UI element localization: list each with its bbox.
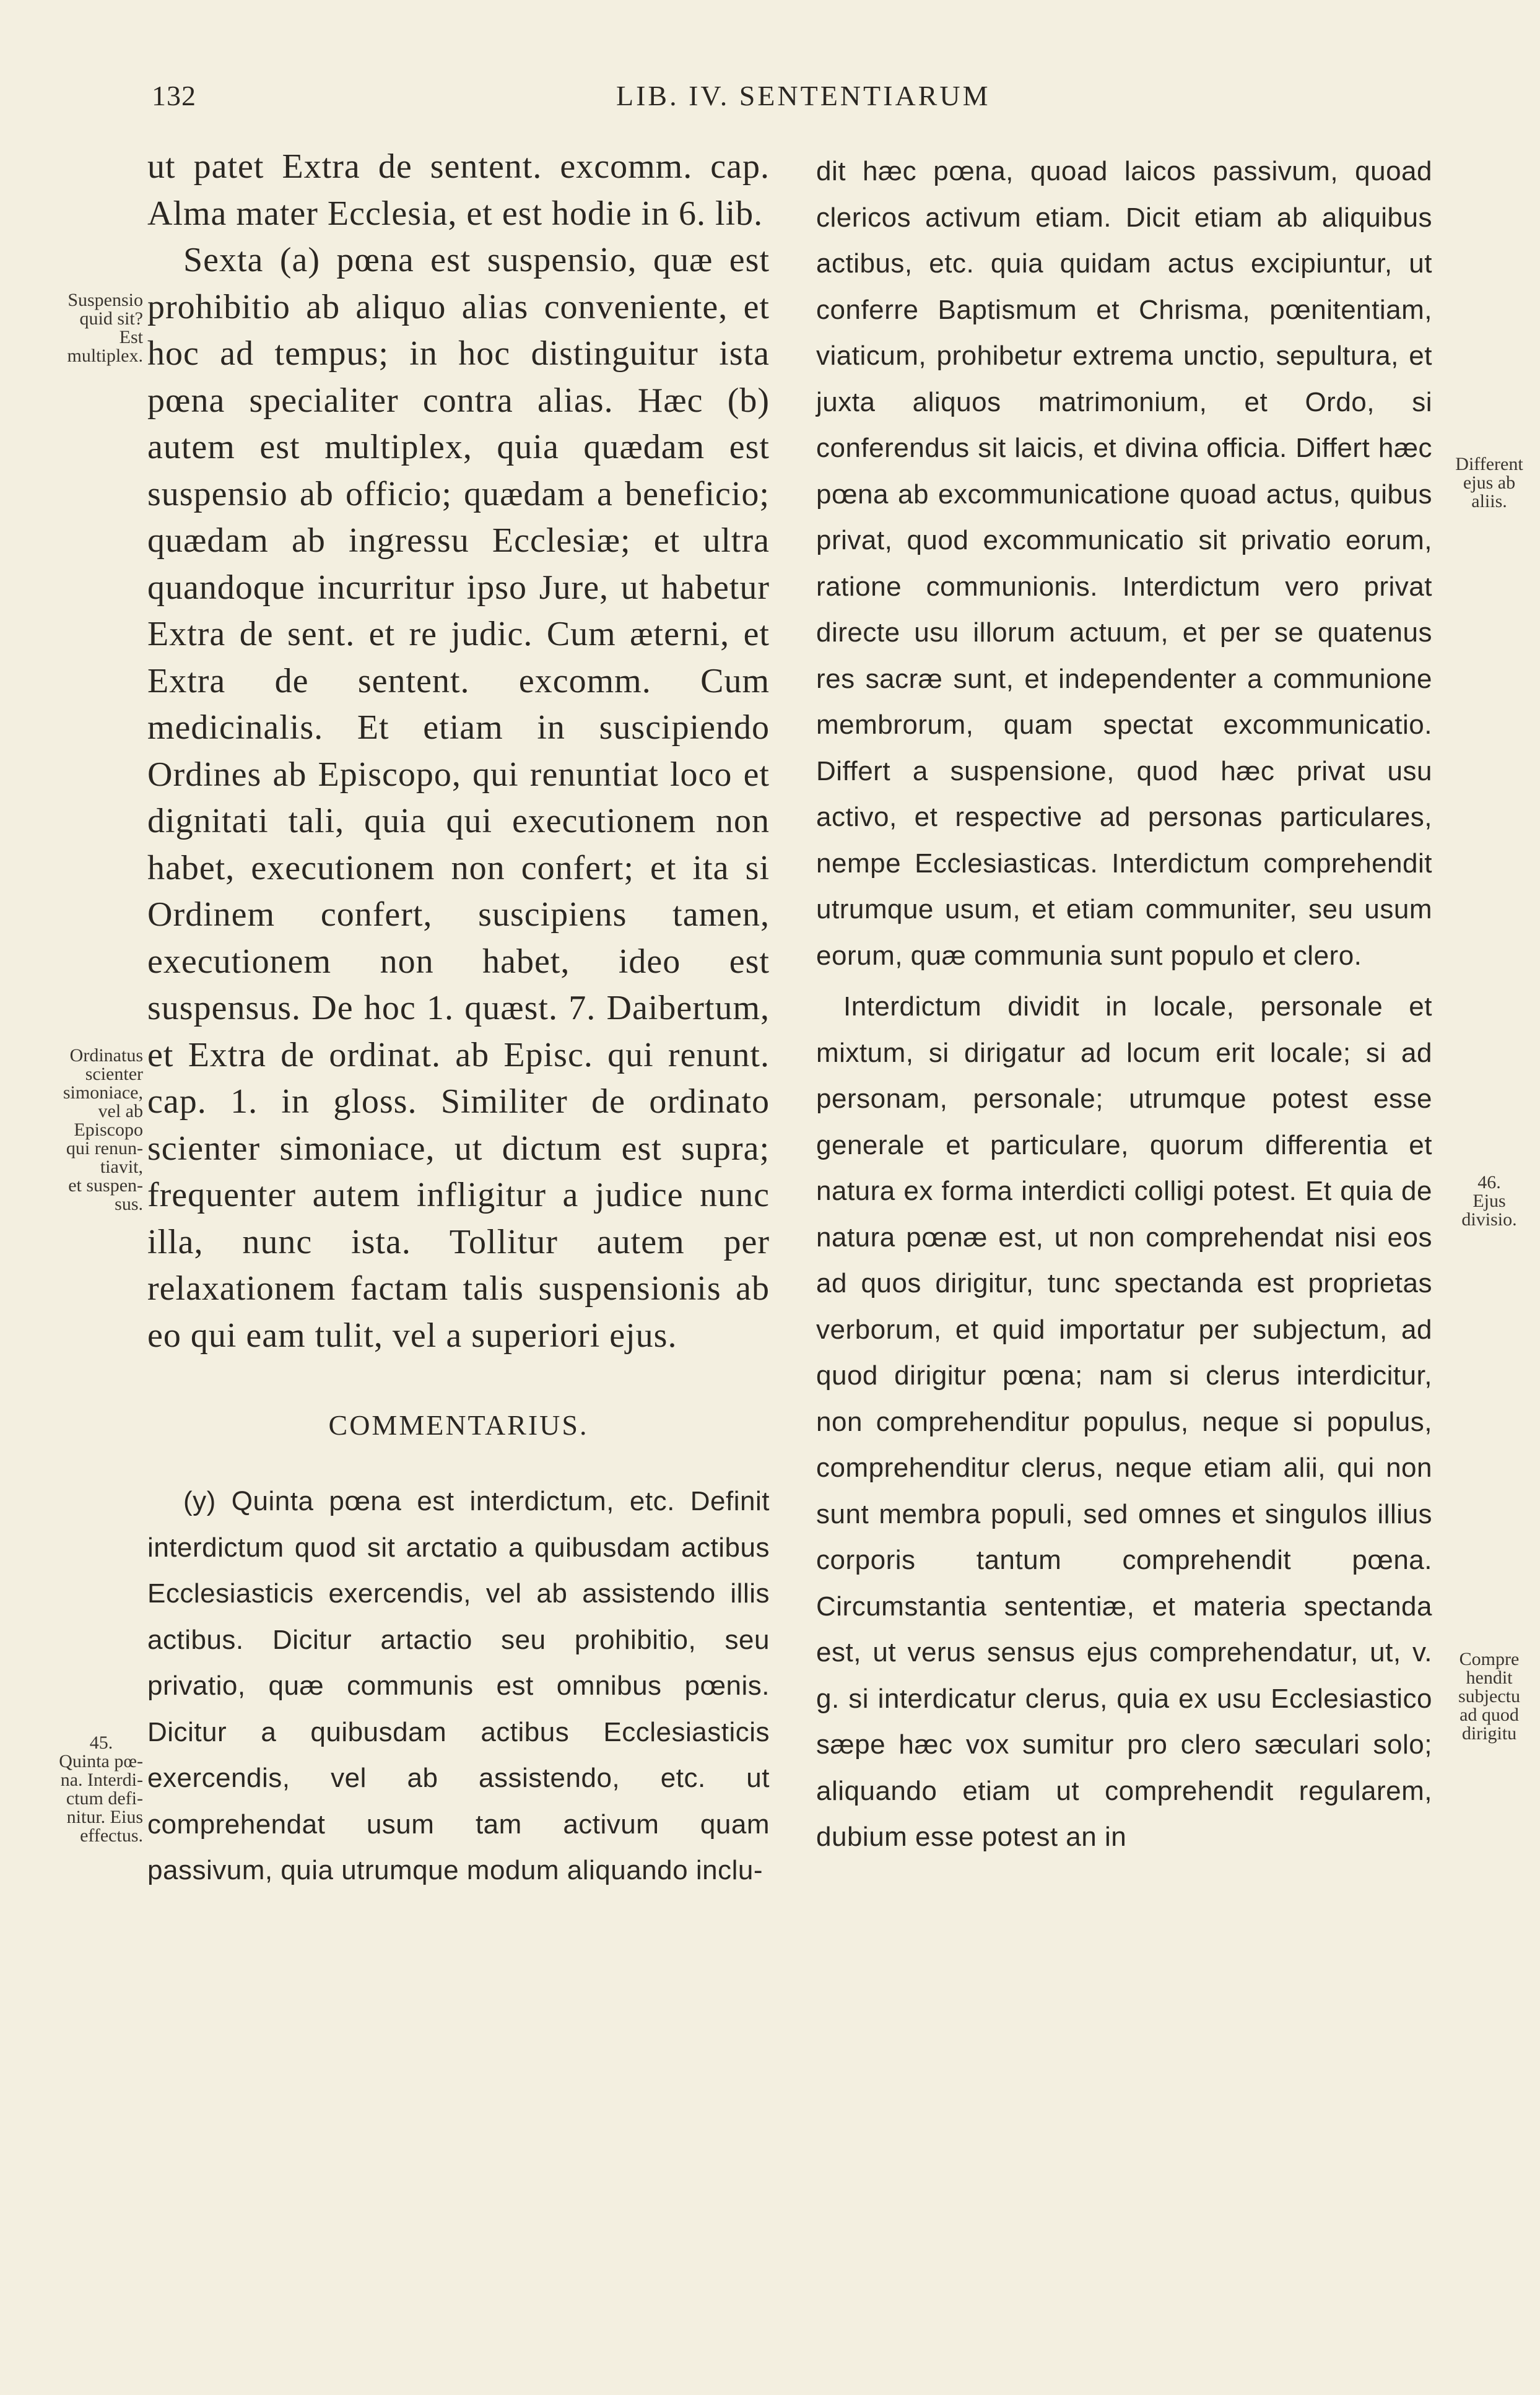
margin-note-line: quid sit? <box>79 308 143 329</box>
margin-note-line: Episcopo <box>74 1119 143 1140</box>
left-paragraph-1: ut patet Extra de sentent. excomm. cap. Alma mater Ecclesia, et est hodie in 6. lib. <box>147 147 770 233</box>
margin-note-line: nitur. Eius <box>66 1807 143 1827</box>
commentary-heading: COMMENTARIUS. <box>328 1409 589 1441</box>
right-paragraph-1: dit hæc pœna, quoad laicos passivum, quoad clericos activum etiam. Dicit etiam ab aliquibus actibus, etc. quia quidam actus excipiuntur, ut conferre Baptismum et Chrisma, pœnitentiam, viaticum, prohibetur extrema unctio, sepultura, et juxta aliquos matrimonium, et Ordo, si conferendus sit laicis, et divina officia. Differt hæc pœna ab excommunicatione quoad actus, quibus privat, quod excommunicatio sit privatio eorum, ratione communionis. Interdictum vero privat directe usu illorum actuum, et per se quatenus res sacræ sunt, et independenter a communione membrorum, quam spectat excommunicatio. Differt a suspensione, quod hæc privat usu activo, et respective ad personas particulares, nempe Ecclesiasticas. Interdictum comprehendit utrumque usum, et etiam communiter, seu usum eorum, quæ communia sunt populo et clero. <box>816 156 1432 971</box>
margin-note-line: ejus ab <box>1463 472 1516 493</box>
margin-note-quinta-poena <box>22 1734 143 1845</box>
margin-note-line: tiavit, <box>100 1157 143 1177</box>
margin-note-line: hendit <box>1466 1667 1513 1688</box>
margin-note-comprehendit <box>1446 1650 1533 1743</box>
right-column <box>816 149 1432 1861</box>
margin-note-line: effectus. <box>80 1825 143 1846</box>
left-paragraph-3: (y) Quinta pœna est interdictum, etc. Definit interdictum quod sit arctatio a quibusdam actibus Ecclesiasticis exercendis, vel ab assistendo illis actibus. Dicitur artactio seu prohibitio, seu privatio, quæ communis est omnibus pœnis. Dicitur a quibusdam actibus Ecclesiasticis exercendis, vel ab assistendo, etc. ut comprehendat usum tam activum quam passivum, quia utrumque modum aliquando inclu- <box>147 1486 770 1885</box>
margin-note-line: ad quod <box>1460 1705 1519 1725</box>
margin-note-number: 45. <box>89 1732 113 1753</box>
margin-note-differentia <box>1446 455 1533 511</box>
left-column <box>147 144 770 1894</box>
margin-note-line: Quinta pœ- <box>59 1751 143 1771</box>
margin-note-line: Ordinatus <box>69 1045 143 1066</box>
page-header <box>0 79 1540 129</box>
right-paragraph-2: Interdictum dividit in locale, personale et mixtum, si dirigatur ad locum erit locale; si ad personam, personale; utrumque potest esse generale et particulare, quorum differentia et natura ex forma interdicti colligi potest. Et quia de natura pœnæ est, ut non comprehendat nisi eos ad quos dirigitur, tunc spectanda est proprietas verborum, et quid importatur per subjectum, ad quod dirigitur pœna; nam si clerus interdicitur, non comprehenditur populus, neque si populus, comprehenditur clerus, neque etiam alii, qui non sunt membra populi, sed omnes et singulos illius corporis tantum comprehendit pœna. Circumstantia sententiæ, et materia spectanda est, ut verus sensus ejus comprehendatur, ut, v. g. si interdicatur clerus, quia ex usu Ecclesiastico sæpe hæc vox sumitur pro clero sæculari solo; aliquando etiam ut comprehendit regularem, dubium esse potest an in <box>816 991 1432 1852</box>
margin-note-number: 46. <box>1477 1172 1501 1193</box>
page-number: 132 <box>152 80 196 111</box>
margin-note-line: Compre <box>1459 1649 1520 1669</box>
margin-note-line: na. Interdi- <box>60 1770 143 1790</box>
margin-note-line: ctum defi- <box>66 1788 143 1809</box>
margin-note-ordinatus <box>22 1046 143 1214</box>
running-title: LIB. IV. SENTENTIARUM <box>616 80 991 111</box>
left-paragraph-2: Sexta (a) pœna est suspensio, quæ est prohibitio ab aliquo alias conveniente, et hoc ad tempus; in hoc distinguitur ista pœna specialiter contra alias. Hæc (b) autem est multiplex, quia quædam est suspensio ab officio; quædam a beneficio; quædam ab ingressu Ecclesiæ; et ultra quandoque incurritur ipso Jure, ut habetur Extra de sent. et re judic. Cum æterni, et Extra de sentent. excomm. Cum medicinalis. Et etiam in suscipiendo Ordines ab Episcopo, qui renuntiat loco et dignitati tali, quia qui executionem non habet, executionem non confert; et ita si Ordinem confert, suscipiens tamen, executionem non habet, ideo est suspensus. De hoc 1. quæst. 7. Daibertum, et Extra de ordinat. ab Episc. qui renunt. cap. 1. in gloss. Similiter de ordinato scienter simoniace, ut dictum est supra; frequenter autem infligitur a judice nunc illa, nunc ista. Tollitur autem per relaxationem factam talis suspensionis ab eo qui eam tulit, vel a superiori ejus. <box>147 241 770 1355</box>
margin-note-line: Different <box>1455 454 1523 474</box>
margin-note-line: multiplex. <box>67 346 143 366</box>
margin-note-line: scienter <box>85 1064 143 1084</box>
margin-note-divisio <box>1446 1173 1533 1229</box>
margin-note-line: Est <box>119 327 143 347</box>
margin-note-line: vel ab <box>98 1101 143 1121</box>
margin-note-line: et suspen- <box>68 1175 143 1196</box>
margin-note-line: aliis. <box>1471 491 1507 511</box>
margin-note-line: subjectu <box>1458 1686 1520 1706</box>
margin-note-line: qui renun- <box>66 1138 143 1158</box>
margin-note-line: simoniace, <box>63 1082 143 1103</box>
margin-note-line: sus. <box>115 1194 143 1214</box>
margin-note-suspensio <box>22 291 143 365</box>
margin-note-line: Suspensio <box>67 290 143 310</box>
margin-note-line: Ejus <box>1473 1191 1506 1211</box>
margin-note-line: dirigitu <box>1461 1723 1517 1744</box>
margin-note-line: divisio. <box>1461 1209 1517 1230</box>
